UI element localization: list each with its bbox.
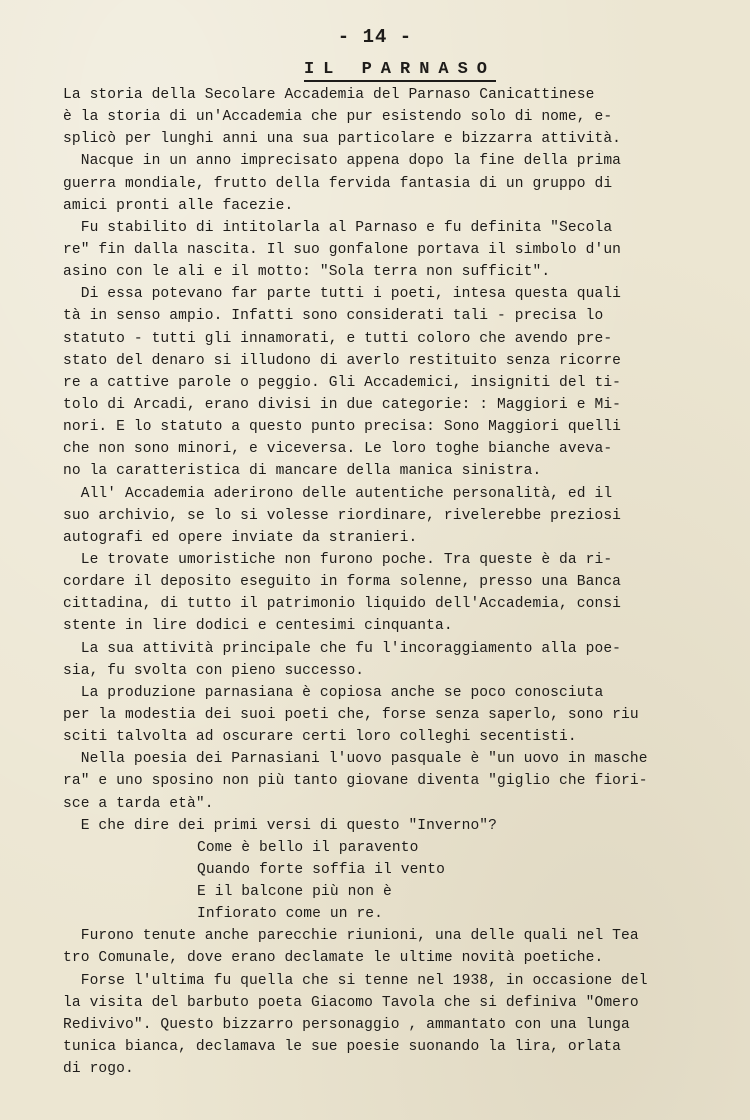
poem-line: E il balcone più non è — [197, 884, 392, 901]
page-number: - 14 - — [337, 26, 413, 48]
poem-line: Quando forte soffia il vento — [197, 861, 446, 878]
text-line: splicò per lunghi anni una sua particolare e bizzarra attività. — [63, 131, 622, 148]
text-line: cittadina, di tutto il patrimonio liquido dell'Accademia, consi — [63, 596, 622, 613]
text-line: Le trovate umoristiche non furono poche. Tra queste è da ri- — [63, 551, 613, 568]
text-line: Fu stabilito di intitolarla al Parnaso e fu definita "Secola — [63, 219, 613, 236]
text-line: stente in lire dodici e centesimi cinquanta. — [63, 618, 453, 635]
text-line: re" fin dalla nascita. Il suo gonfalone portava il simbolo d'un — [63, 241, 622, 258]
text-line: ra" e uno sposino non più tanto giovane diventa "giglio che fiori- — [63, 773, 648, 790]
text-line: tro Comunale, dove erano declamate le ultime novità poetiche. — [63, 950, 604, 967]
text-line: stato del denaro si illudono di averlo restituito senza ricorre — [63, 352, 622, 369]
text-line: suo archivio, se lo si volesse riordinare, rivelerebbe preziosi — [63, 507, 622, 524]
text-line: cordare il deposito eseguito in forma solenne, presso una Banca — [63, 574, 622, 591]
text-line: E che dire dei primi versi di questo "Inverno"? — [63, 817, 498, 834]
text-line: sce a tarda età". — [63, 795, 214, 812]
text-line: tunica bianca, declamava le sue poesie suonando la lira, orlata — [63, 1039, 622, 1056]
title-text: IL PARNASO — [304, 60, 496, 82]
text-line: Redivivo". Questo bizzarro personaggio , ammantato con una lunga — [63, 1016, 630, 1033]
text-line: amici pronti alle facezie. — [63, 197, 294, 214]
text-line: sciti talvolta ad oscurare certi loro colleghi secentisti. — [63, 729, 577, 746]
text-line: per la modestia dei suoi poeti che, forse senza saperlo, sono riu — [63, 706, 639, 723]
text-line: statuto - tutti gli innamorati, e tutti coloro che avendo pre- — [63, 330, 613, 347]
text-line: Nella poesia dei Parnasiani l'uovo pasquale è "un uovo in masche — [63, 751, 648, 768]
text-line: tolo di Arcadi, erano divisi in due categorie: : Maggiori e Mi- — [63, 396, 622, 413]
text-line: Nacque in un anno imprecisato appena dopo la fine della prima — [63, 153, 622, 170]
text-line: la visita del barbuto poeta Giacomo Tavola che si definiva "Omero — [63, 994, 639, 1011]
text-line: è la storia di un'Accademia che pur esistendo solo di nome, e- — [63, 109, 613, 126]
text-line: no la caratteristica di mancare della manica sinistra. — [63, 463, 542, 480]
text-line: La storia della Secolare Accademia del Parnaso Canicattinese — [63, 87, 595, 103]
text-line: che non sono minori, e viceversa. Le loro toghe bianche aveva- — [63, 441, 613, 458]
body-text — [63, 84, 743, 1080]
text-line: nori. E lo statuto a questo punto precisa: Sono Maggiori quelli — [63, 419, 622, 436]
text-line: di rogo. — [63, 1061, 134, 1078]
text-line: La produzione parnasiana è copiosa anche se poco conosciuta — [63, 684, 604, 701]
poem-line: Infiorato come un re. — [197, 906, 384, 923]
text-line: All' Accademia aderirono delle autentiche personalità, ed il — [63, 485, 613, 502]
text-line: asino con le ali e il motto: "Sola terra non sufficit". — [63, 264, 551, 281]
text-line: autografi ed opere inviate da stranieri. — [63, 529, 418, 546]
page-title — [0, 60, 750, 79]
text-line: guerra mondiale, frutto della fervida fantasia di un gruppo di — [63, 175, 613, 192]
text-line: sia, fu svolta con pieno successo. — [63, 662, 365, 679]
text-line: La sua attività principale che fu l'incoraggiamento alla poe- — [63, 640, 622, 657]
text-line: re a cattive parole o peggio. Gli Accademici, insigniti del ti- — [63, 374, 622, 391]
text-line: Di essa potevano far parte tutti i poeti, intesa questa quali — [63, 286, 622, 303]
text-line: tà in senso ampio. Infatti sono considerati tali - precisa lo — [63, 308, 604, 325]
text-line: Forse l'ultima fu quella che si tenne nel 1938, in occasione del — [63, 972, 648, 989]
text-line: Furono tenute anche parecchie riunioni, una delle quali nel Tea — [63, 928, 639, 945]
poem-line: Come è bello il paravento — [197, 839, 419, 856]
